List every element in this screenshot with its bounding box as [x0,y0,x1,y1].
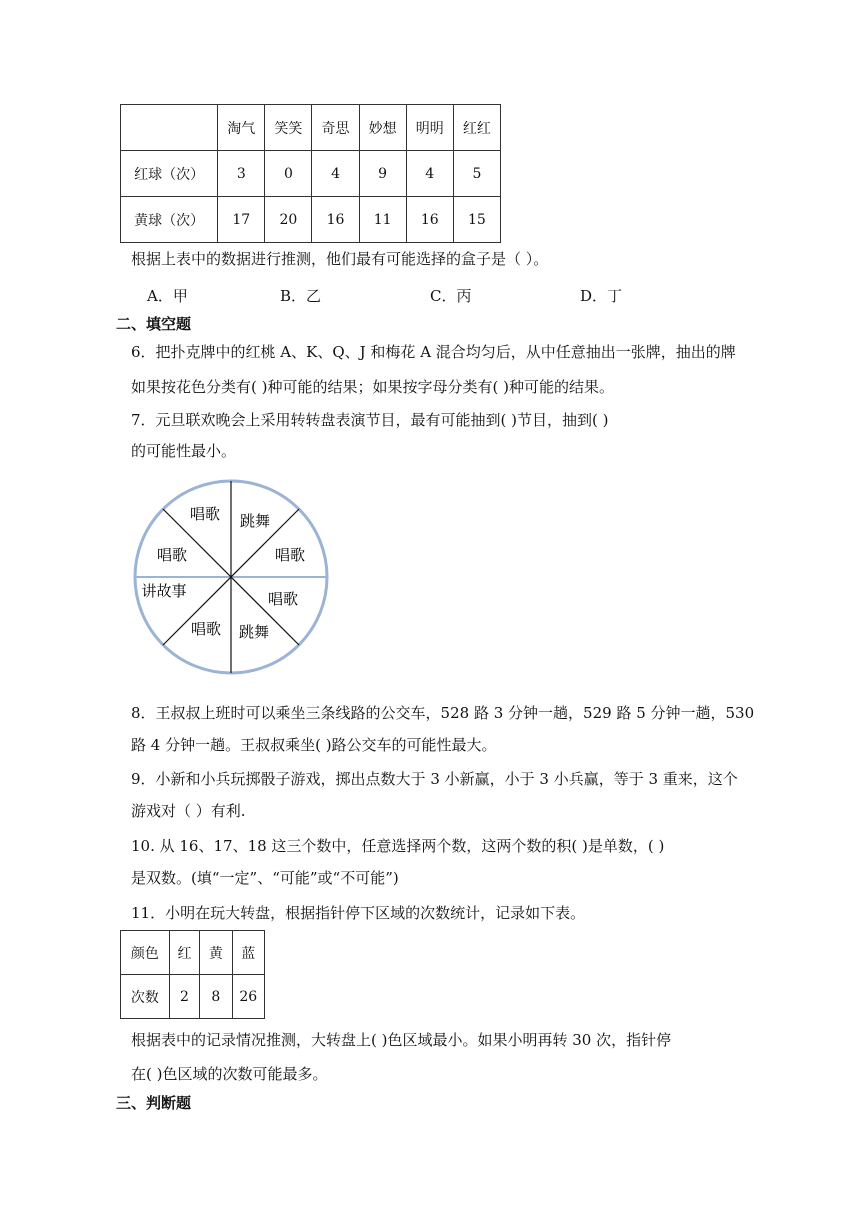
section-3-title: 三、判断题 [116,1094,192,1112]
table-cell: 15 [453,197,500,243]
section-2-title: 二、填空题 [116,315,192,333]
q11-line-1: 11．小明在玩大转盘，根据指针停下区域的次数统计，记录如下表。 [131,904,586,922]
table-cell: 26 [232,975,265,1019]
table-cell: 黄球（次） [121,197,218,243]
q5-prompt: 根据上表中的数据进行推测，他们最有可能选择的盒子是（ ）。 [131,250,549,268]
q6-line-1: 6．把扑克牌中的红桃 A、K、Q、J 和梅花 A 混合均匀后，从中任意抽出一张牌，抽出的牌 [131,343,736,361]
table-cell: 红球（次） [121,151,218,197]
table-cell: 16 [406,197,453,243]
q8-line-2: 路 4 分钟一趟。王叔叔乘坐( )路公交车的可能性最大。 [131,736,497,754]
wheel-label: 跳舞 [239,512,271,530]
table-header-cell: 明明 [406,105,453,151]
table-cell: 11 [359,197,406,243]
q11-line-3: 在( )色区域的次数可能最多。 [131,1065,328,1083]
table-header-cell: 黄 [200,931,232,975]
q6-line-2: 如果按花色分类有( )种可能的结果；如果按字母分类有( )种可能的结果。 [131,378,614,396]
table-cell: 4 [406,151,453,197]
table-cell: 4 [312,151,359,197]
table-row [121,151,501,197]
wheel-label: 唱歌 [189,505,221,523]
table-header-cell: 淘气 [218,105,265,151]
option-b[interactable]: B．乙 [280,287,322,305]
option-a[interactable]: A．甲 [147,287,188,305]
table-row [121,975,265,1019]
table-cell: 3 [218,151,265,197]
table-cell: 20 [265,197,312,243]
table-header-cell: 笑笑 [265,105,312,151]
q9-line-1: 9．小新和小兵玩掷骰子游戏，掷出点数大于 3 小新赢，小于 3 小兵赢，等于 3 重来，这个 [131,770,738,788]
q8-line-1: 8．王叔叔上班时可以乘坐三条线路的公交车，528 路 3 分钟一趟，529 路 5 分钟一趟，530 [131,704,755,722]
q7-line-1: 7．元旦联欢晚会上采用转转盘表演节目，最有可能抽到( )节目，抽到( ) [131,411,609,429]
table-cell: 0 [265,151,312,197]
table-header-cell: 红红 [453,105,500,151]
q10-line-2: 是双数。(填“一定”、“可能”或“不可能”) [131,869,399,887]
table-header-cell: 颜色 [121,931,170,975]
q11-line-2: 根据表中的记录情况推测，大转盘上( )色区域最小。如果小明再转 30 次，指针停 [131,1031,672,1049]
wheel-label: 唱歌 [274,546,306,564]
q10-line-1: 10. 从 16、17、18 这三个数中，任意选择两个数，这两个数的积( )是单数，( ) [131,837,665,855]
table-header-cell: 奇思 [312,105,359,151]
ball-count-table [120,104,501,243]
table-cell: 8 [200,975,232,1019]
wheel-label: 唱歌 [190,620,222,638]
wheel-label: 跳舞 [238,623,270,641]
wheel-label: 唱歌 [267,590,299,608]
table-cell: 16 [312,197,359,243]
q9-line-2: 游戏对（ ）有利. [131,802,246,820]
table-header-cell: 红 [169,931,199,975]
table-cell: 次数 [121,975,170,1019]
spinner-wheel [132,478,332,678]
table-header-cell: 蓝 [232,931,265,975]
option-c[interactable]: C．丙 [430,287,472,305]
wheel-label: 讲故事 [141,582,187,600]
table-cell: 5 [453,151,500,197]
wheel-label: 唱歌 [156,546,188,564]
option-d[interactable]: D．丁 [580,287,623,305]
table-cell: 17 [218,197,265,243]
table-row [121,197,501,243]
color-count-table [120,930,265,1019]
table-cell: 9 [359,151,406,197]
table-header-cell [121,105,218,151]
table-cell: 2 [169,975,199,1019]
table-header-cell: 妙想 [359,105,406,151]
q7-line-2: 的可能性最小。 [131,442,237,460]
